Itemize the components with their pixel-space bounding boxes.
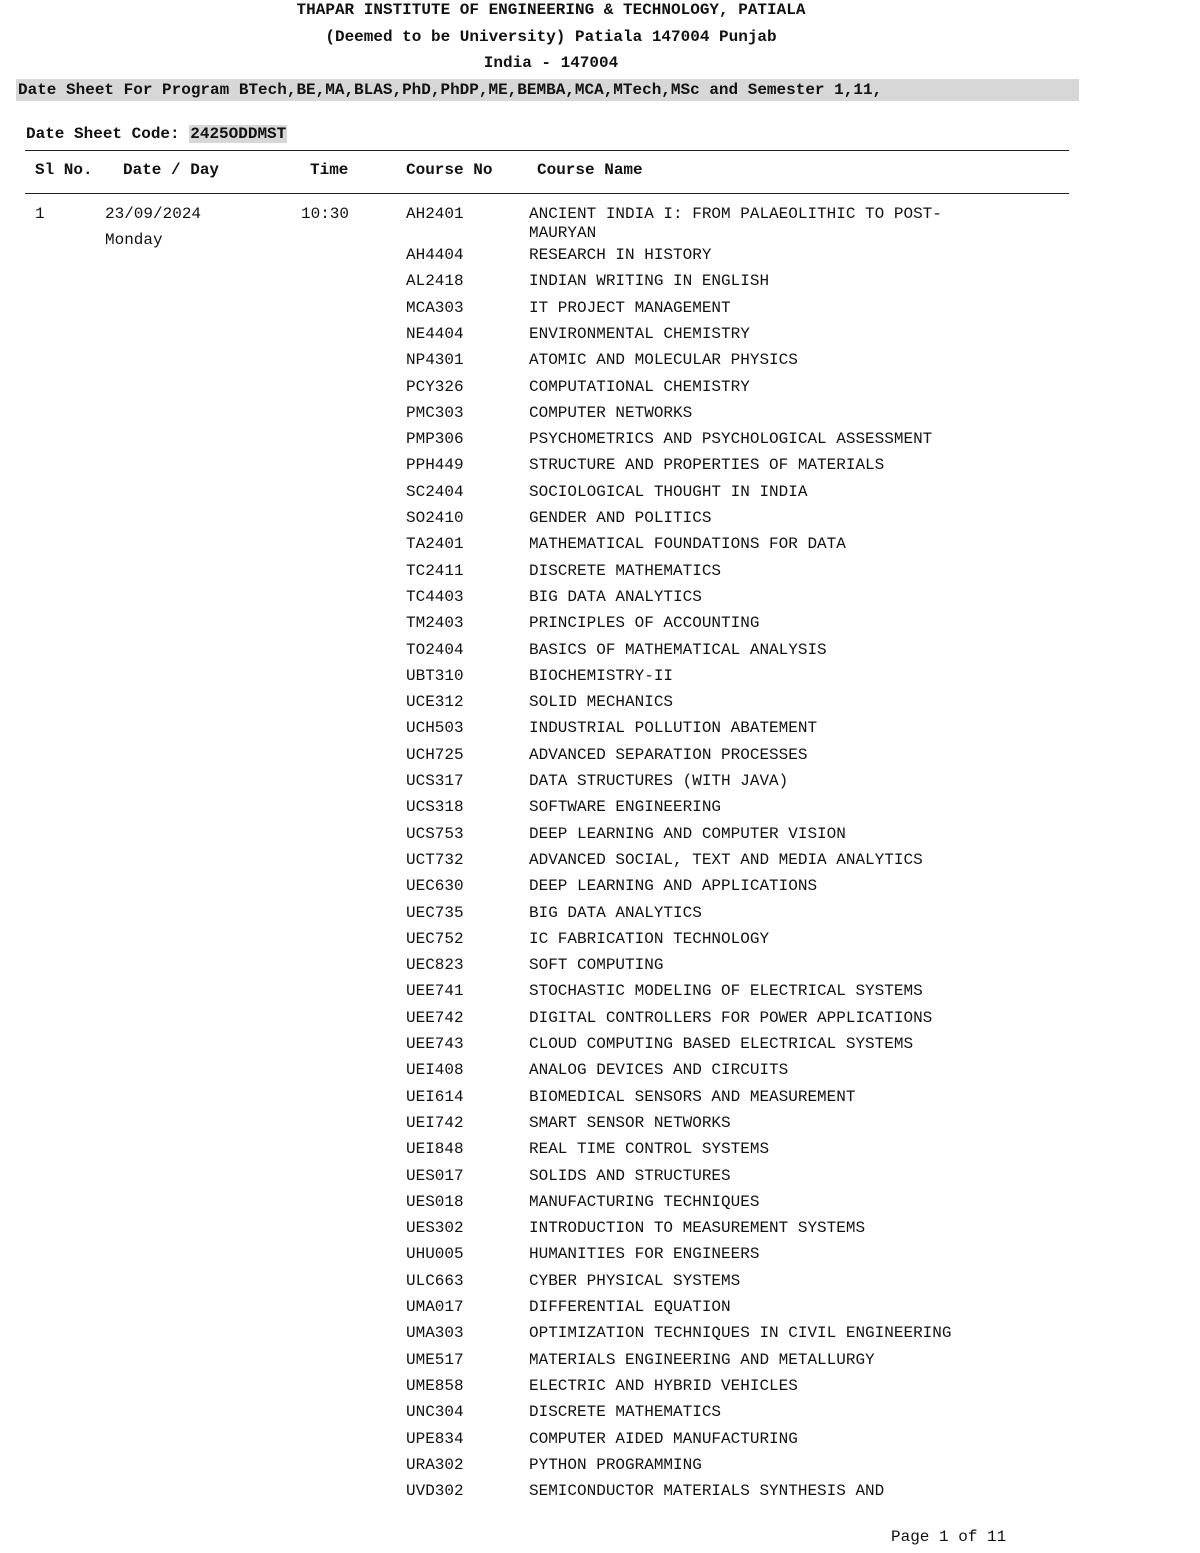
- course-name: DISCRETE MATHEMATICS: [529, 562, 722, 580]
- course-row: [0, 1245, 1200, 1271]
- column-date-day: Date / Day: [123, 161, 220, 179]
- course-code: UEC735: [406, 904, 464, 922]
- course-code: ULC663: [406, 1272, 464, 1290]
- course-code: UEC752: [406, 930, 464, 948]
- course-row: [0, 851, 1200, 877]
- course-name: ELECTRIC AND HYBRID VEHICLES: [529, 1377, 798, 1395]
- entry-time: 10:30: [301, 205, 350, 223]
- date-sheet-code-value: 2425ODDMST: [190, 125, 287, 143]
- course-row: [0, 746, 1200, 772]
- course-row: [0, 1035, 1200, 1061]
- course-row: [0, 877, 1200, 903]
- course-row: [0, 456, 1200, 482]
- course-code: AH4404: [406, 246, 464, 264]
- course-name: COMPUTATIONAL CHEMISTRY: [529, 378, 750, 396]
- course-name: DATA STRUCTURES (WITH JAVA): [529, 772, 789, 790]
- course-name: ANALOG DEVICES AND CIRCUITS: [529, 1061, 789, 1079]
- course-code: UEI848: [406, 1140, 464, 1158]
- course-row: [0, 483, 1200, 509]
- course-row: [0, 1114, 1200, 1140]
- course-code: UEI742: [406, 1114, 464, 1132]
- course-name: PRINCIPLES OF ACCOUNTING: [529, 614, 760, 632]
- course-name: MATERIALS ENGINEERING AND METALLURGY: [529, 1351, 875, 1369]
- course-row: [0, 1219, 1200, 1245]
- course-code: UNC304: [406, 1403, 464, 1421]
- course-code: PPH449: [406, 456, 464, 474]
- course-name: BASICS OF MATHEMATICAL ANALYSIS: [529, 641, 827, 659]
- course-code: UMA303: [406, 1324, 464, 1342]
- course-row: [0, 325, 1200, 351]
- course-row: [0, 588, 1200, 614]
- course-code: UBT310: [406, 667, 464, 685]
- course-row: [0, 1140, 1200, 1166]
- course-code: UMA017: [406, 1298, 464, 1316]
- course-code: UME517: [406, 1351, 464, 1369]
- course-code: TO2404: [406, 641, 464, 659]
- course-code: TC4403: [406, 588, 464, 606]
- course-name: ATOMIC AND MOLECULAR PHYSICS: [529, 351, 798, 369]
- course-name: SOCIOLOGICAL THOUGHT IN INDIA: [529, 483, 808, 501]
- course-code: NP4301: [406, 351, 464, 369]
- course-code: UME858: [406, 1377, 464, 1395]
- institute-title: THAPAR INSTITUTE OF ENGINEERING & TECHNOLOGY, PATIALA: [296, 1, 806, 19]
- course-row: [0, 1061, 1200, 1087]
- course-row: [0, 614, 1200, 640]
- course-row: [0, 1482, 1200, 1508]
- first-course-name-line2: MAURYAN: [529, 224, 597, 242]
- course-name: MATHEMATICAL FOUNDATIONS FOR DATA: [529, 535, 846, 553]
- course-row: [0, 509, 1200, 535]
- course-row: [0, 719, 1200, 745]
- course-name: HUMANITIES FOR ENGINEERS: [529, 1245, 760, 1263]
- course-code: UEE743: [406, 1035, 464, 1053]
- course-name: DEEP LEARNING AND APPLICATIONS: [529, 877, 818, 895]
- course-name: BIG DATA ANALYTICS: [529, 588, 702, 606]
- course-name: ADVANCED SOCIAL, TEXT AND MEDIA ANALYTICS: [529, 851, 923, 869]
- course-name: GENDER AND POLITICS: [529, 509, 712, 527]
- course-name: COMPUTER NETWORKS: [529, 404, 693, 422]
- course-row: [0, 562, 1200, 588]
- entry-date: 23/09/2024: [105, 205, 202, 223]
- course-name: BIG DATA ANALYTICS: [529, 904, 702, 922]
- course-row: [0, 982, 1200, 1008]
- page-number: Page 1 of 11: [891, 1528, 1007, 1546]
- course-row: [0, 272, 1200, 298]
- course-code: SO2410: [406, 509, 464, 527]
- course-row: [0, 351, 1200, 377]
- column-sl-no: Sl No.: [35, 161, 93, 179]
- course-code: UPE834: [406, 1430, 464, 1448]
- course-row: [0, 1167, 1200, 1193]
- entry-sl-no: 1: [35, 205, 45, 223]
- first-course-code: AH2401: [406, 205, 464, 223]
- course-row: [0, 1272, 1200, 1298]
- course-name: BIOCHEMISTRY-II: [529, 667, 674, 685]
- course-code: UVD302: [406, 1482, 464, 1500]
- course-row: [0, 1377, 1200, 1403]
- column-time: Time: [310, 161, 349, 179]
- course-row: [0, 825, 1200, 851]
- course-code: UES018: [406, 1193, 464, 1211]
- course-code: UCS753: [406, 825, 464, 843]
- course-name: INDUSTRIAL POLLUTION ABATEMENT: [529, 719, 818, 737]
- course-code: PMC303: [406, 404, 464, 422]
- program-line: Date Sheet For Program BTech,BE,MA,BLAS,PhD,PhDP,ME,BEMBA,MCA,MTech,MSc and Semester 1,11,: [16, 79, 1079, 101]
- column-course-no: Course No: [406, 161, 493, 179]
- course-name: SOFTWARE ENGINEERING: [529, 798, 722, 816]
- course-code: MCA303: [406, 299, 464, 317]
- course-code: PCY326: [406, 378, 464, 396]
- course-row: [0, 641, 1200, 667]
- course-name: BIOMEDICAL SENSORS AND MEASUREMENT: [529, 1088, 856, 1106]
- course-name: SEMICONDUCTOR MATERIALS SYNTHESIS AND: [529, 1482, 885, 1500]
- course-code: UCE312: [406, 693, 464, 711]
- course-code: UEI408: [406, 1061, 464, 1079]
- column-course-name: Course Name: [537, 161, 643, 179]
- course-name: ENVIRONMENTAL CHEMISTRY: [529, 325, 750, 343]
- course-name: DIGITAL CONTROLLERS FOR POWER APPLICATIONS: [529, 1009, 933, 1027]
- course-row: [0, 956, 1200, 982]
- course-code: UHU005: [406, 1245, 464, 1263]
- location-line: India - 147004: [483, 54, 619, 72]
- course-row: [0, 1456, 1200, 1482]
- course-name: PSYCHOMETRICS AND PSYCHOLOGICAL ASSESSMENT: [529, 430, 933, 448]
- course-row: [0, 404, 1200, 430]
- course-code: SC2404: [406, 483, 464, 501]
- course-row: [0, 1298, 1200, 1324]
- course-name: IT PROJECT MANAGEMENT: [529, 299, 731, 317]
- course-row: [0, 693, 1200, 719]
- course-code: UEC823: [406, 956, 464, 974]
- university-subtitle: (Deemed to be University) Patiala 147004 Punjab: [325, 28, 777, 46]
- course-name: IC FABRICATION TECHNOLOGY: [529, 930, 770, 948]
- course-code: UEE741: [406, 982, 464, 1000]
- course-row: [0, 1193, 1200, 1219]
- course-name: STRUCTURE AND PROPERTIES OF MATERIALS: [529, 456, 885, 474]
- course-code: UCH503: [406, 719, 464, 737]
- course-name: SOLIDS AND STRUCTURES: [529, 1167, 731, 1185]
- course-row: [0, 1324, 1200, 1350]
- entry-day: Monday: [105, 231, 163, 249]
- course-name: REAL TIME CONTROL SYSTEMS: [529, 1140, 770, 1158]
- course-code: UCH725: [406, 746, 464, 764]
- course-row: [0, 904, 1200, 930]
- course-row: [0, 430, 1200, 456]
- course-code: UCS317: [406, 772, 464, 790]
- course-row: [0, 299, 1200, 325]
- course-name: STOCHASTIC MODELING OF ELECTRICAL SYSTEMS: [529, 982, 923, 1000]
- course-name: SOLID MECHANICS: [529, 693, 674, 711]
- course-name: MANUFACTURING TECHNIQUES: [529, 1193, 760, 1211]
- course-name: INTRODUCTION TO MEASUREMENT SYSTEMS: [529, 1219, 866, 1237]
- course-name: SOFT COMPUTING: [529, 956, 664, 974]
- course-name: DISCRETE MATHEMATICS: [529, 1403, 722, 1421]
- course-code: UCT732: [406, 851, 464, 869]
- course-row: [0, 535, 1200, 561]
- date-sheet-code-label: Date Sheet Code:: [26, 125, 180, 143]
- course-name: PYTHON PROGRAMMING: [529, 1456, 702, 1474]
- course-row: [0, 772, 1200, 798]
- course-name: ADVANCED SEPARATION PROCESSES: [529, 746, 808, 764]
- course-row: [0, 1403, 1200, 1429]
- course-name: RESEARCH IN HISTORY: [529, 246, 712, 264]
- course-code: UEE742: [406, 1009, 464, 1027]
- course-row: [0, 1351, 1200, 1377]
- course-code: UES017: [406, 1167, 464, 1185]
- course-name: CYBER PHYSICAL SYSTEMS: [529, 1272, 741, 1290]
- course-name: CLOUD COMPUTING BASED ELECTRICAL SYSTEMS: [529, 1035, 914, 1053]
- course-code: UES302: [406, 1219, 464, 1237]
- course-row: [0, 246, 1200, 272]
- course-row: [0, 1088, 1200, 1114]
- course-name: COMPUTER AIDED MANUFACTURING: [529, 1430, 798, 1448]
- course-code: TM2403: [406, 614, 464, 632]
- course-code: TC2411: [406, 562, 464, 580]
- course-code: TA2401: [406, 535, 464, 553]
- first-course-name-line1: ANCIENT INDIA I: FROM PALAEOLITHIC TO POST-: [529, 205, 942, 223]
- course-row: [0, 1430, 1200, 1456]
- course-code: PMP306: [406, 430, 464, 448]
- course-code: URA302: [406, 1456, 464, 1474]
- course-row: [0, 667, 1200, 693]
- course-code: UEC630: [406, 877, 464, 895]
- course-name: DIFFERENTIAL EQUATION: [529, 1298, 731, 1316]
- course-row: [0, 798, 1200, 824]
- course-row: [0, 1009, 1200, 1035]
- course-name: DEEP LEARNING AND COMPUTER VISION: [529, 825, 846, 843]
- course-row: [0, 378, 1200, 404]
- course-name: SMART SENSOR NETWORKS: [529, 1114, 731, 1132]
- course-name: INDIAN WRITING IN ENGLISH: [529, 272, 770, 290]
- course-code: NE4404: [406, 325, 464, 343]
- course-code: AL2418: [406, 272, 464, 290]
- course-name: OPTIMIZATION TECHNIQUES IN CIVIL ENGINEERING: [529, 1324, 952, 1342]
- course-row: [0, 930, 1200, 956]
- course-code: UCS318: [406, 798, 464, 816]
- course-code: UEI614: [406, 1088, 464, 1106]
